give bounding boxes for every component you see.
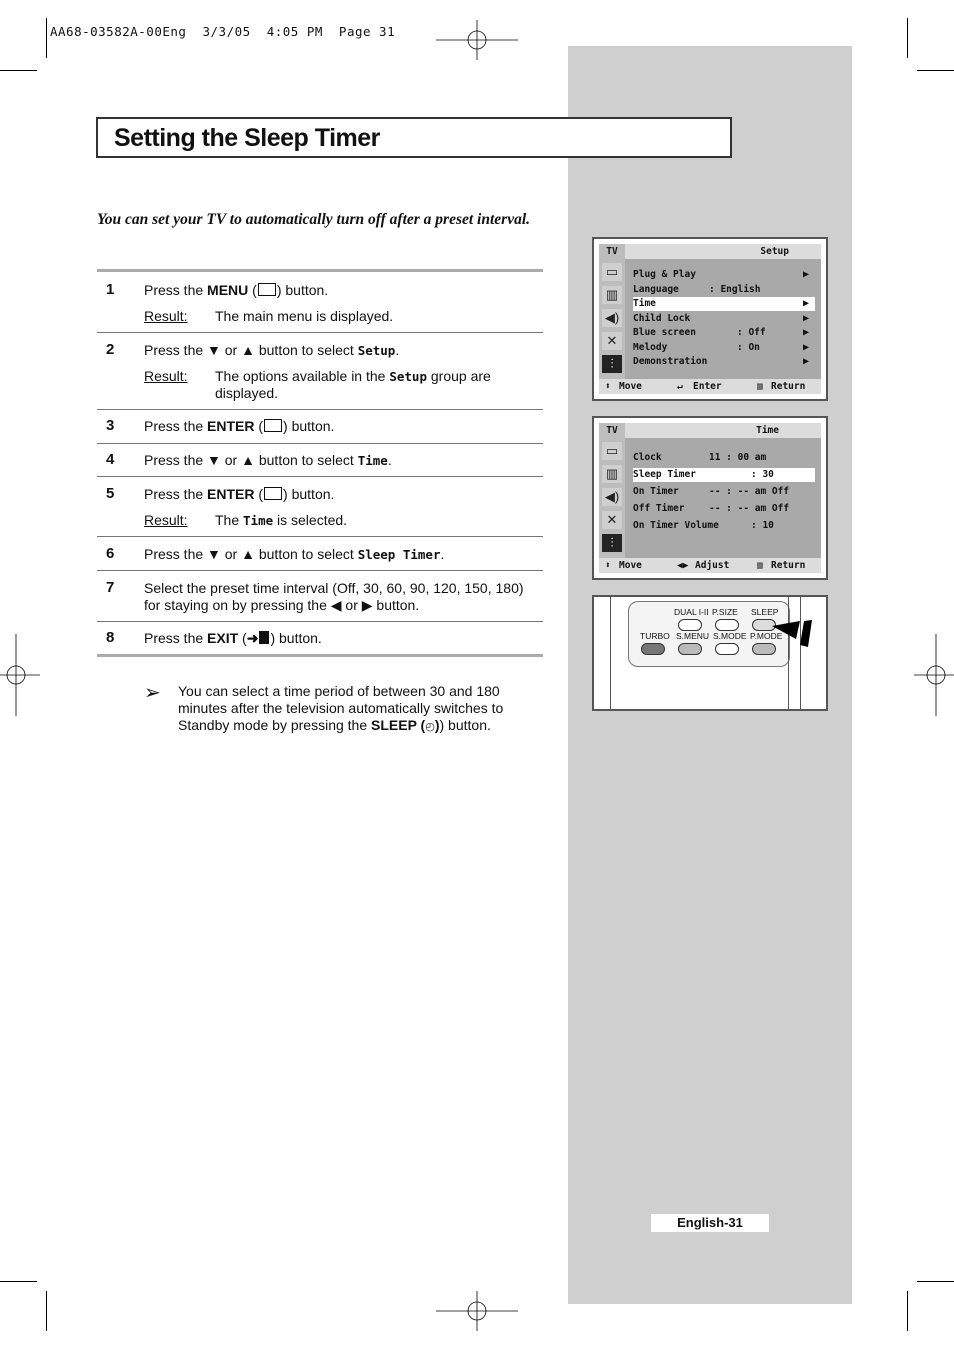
note-text: You can select a time period of between 30 and 180 minutes after the television automatically switches to Standby mode by pressing the SLEEP (◴)) button. [178, 683, 504, 733]
move-icon: ⬍ [605, 381, 611, 392]
result-text: The main menu is displayed. [215, 308, 394, 324]
enter-icon: ↵ [677, 381, 683, 392]
result-label: Result: [144, 512, 188, 528]
step-number: 5 [106, 485, 115, 502]
table-divider [97, 332, 543, 333]
menu-icon [258, 283, 276, 296]
sleep-icon: ◴ [425, 721, 435, 733]
remote-label: P.MODE [750, 631, 783, 641]
remote-label: DUAL I-II [674, 607, 709, 617]
title-box [96, 117, 732, 158]
print-header: AA68-03582A-00Eng 3/3/05 4:05 PM Page 31 [50, 24, 396, 39]
step-number: 7 [106, 579, 115, 596]
step-text: Press the ▼ or ▲ button to select Time. [144, 452, 392, 468]
exit-icon [259, 631, 269, 644]
crop-mark [917, 70, 954, 71]
result-text: The Time is selected. [215, 512, 348, 528]
crop-mark [907, 18, 908, 58]
dual-button [678, 619, 702, 631]
osd-item-demonstration: Demonstration ▶ [633, 356, 809, 367]
crop-mark [907, 1291, 908, 1331]
crop-mark [46, 18, 47, 58]
osd-item-time: Time ▶ [633, 297, 815, 311]
remote-label: S.MENU [676, 631, 710, 641]
smode-button [715, 643, 739, 655]
table-divider [97, 570, 543, 571]
step-number: 6 [106, 545, 115, 562]
osd-titlebar [599, 423, 821, 438]
remote-label: P.SIZE [712, 607, 738, 617]
psize-button [715, 619, 739, 631]
registration-mark [436, 1291, 518, 1331]
crop-mark [0, 1281, 37, 1282]
osd-item-on-timer-volume: On Timer Volume : 10 [633, 520, 774, 531]
crop-mark [917, 1281, 954, 1282]
sound-icon: ◀) [602, 309, 622, 327]
step-number: 4 [106, 451, 115, 468]
table-divider [97, 476, 543, 477]
remote-edge [610, 597, 611, 709]
osd-setup-screen [592, 237, 828, 401]
registration-mark [914, 634, 954, 716]
menu-icon: ▥ [757, 381, 763, 392]
osd-item-plug-play: Plug & Play ▶ [633, 269, 809, 280]
result-label: Result: [144, 368, 188, 384]
step-text: Press the ▼ or ▲ button to select Setup. [144, 342, 400, 358]
crop-mark [0, 70, 37, 71]
table-rule-bottom [97, 654, 543, 657]
smenu-button [678, 643, 702, 655]
osd-item-melody: Melody : On ▶ [633, 342, 809, 353]
intro-text: You can set your TV to automatically turn off after a preset interval. [97, 211, 531, 228]
table-divider [97, 409, 543, 410]
table-divider [97, 621, 543, 622]
osd-time-screen [592, 416, 828, 580]
step-number: 3 [106, 417, 115, 434]
registration-mark [436, 20, 518, 60]
osd-item-language: Language : English [633, 284, 761, 295]
page-number: English-31 [651, 1214, 769, 1232]
picture-icon: ▥ [602, 286, 622, 304]
remote-label: TURBO [640, 631, 670, 641]
setup-icon: ⫶ [602, 534, 622, 552]
channel-icon: ✕ [602, 511, 622, 529]
enter-icon [264, 487, 282, 500]
move-icon: ⬍ [605, 560, 611, 571]
osd-item-off-timer: Off Timer -- : -- am Off [633, 503, 790, 514]
picture-icon: ▥ [602, 465, 622, 483]
step-text: Press the ENTER ( ) button. [144, 418, 335, 434]
remote-illustration [592, 595, 828, 711]
result-label: Result: [144, 308, 188, 324]
osd-footer: ⬍ Move ↵ Enter ▥ Return [599, 379, 821, 394]
osd-tv-label: TV [599, 244, 625, 259]
osd-item-child-lock: Child Lock ▶ [633, 313, 809, 324]
table-divider [97, 536, 543, 537]
osd-titlebar [599, 244, 821, 259]
osd-icon-column [599, 438, 625, 558]
osd-title: Time [756, 425, 779, 436]
table-rule-top [97, 269, 543, 272]
remote-edge [800, 597, 801, 709]
remote-edge [788, 597, 789, 709]
remote-label: S.MODE [713, 631, 747, 641]
step-number: 2 [106, 341, 115, 358]
table-divider [97, 443, 543, 444]
turbo-button [641, 643, 665, 655]
step-text: Press the MENU ( ) button. [144, 282, 329, 298]
osd-footer: ⬍ Move ◀▶ Adjust ▥ Return [599, 558, 821, 573]
step-text: Press the ▼ or ▲ button to select Sleep Timer. [144, 546, 445, 562]
step-number: 8 [106, 629, 115, 646]
result-text: The options available in the Setup group are displayed. [215, 368, 491, 401]
channel-icon: ✕ [602, 332, 622, 350]
osd-icon-column [599, 259, 625, 379]
menu-icon: ▥ [757, 560, 763, 571]
osd-tv-label: TV [599, 423, 625, 438]
remote-label: SLEEP [751, 607, 779, 617]
step-text: Press the EXIT (➜ ) button. [144, 630, 322, 646]
note-arrow-icon: ➢ [144, 682, 161, 704]
osd-item-blue-screen: Blue screen : Off ▶ [633, 327, 809, 338]
osd-item-clock: Clock 11 : 00 am [633, 452, 767, 463]
setup-icon: ⫶ [602, 355, 622, 373]
osd-item-sleep-timer: Sleep Timer : 30 [633, 468, 815, 482]
step-text: Press the ENTER ( ) button. [144, 486, 335, 502]
enter-icon [264, 419, 282, 432]
pointer-arrow-icon [770, 617, 818, 651]
osd-item-on-timer: On Timer -- : -- am Off [633, 486, 790, 497]
step-number: 1 [106, 281, 115, 298]
step-text: Select the preset time interval (Off, 30, 60, 90, 120, 150, 180) for staying on by pressing the ◀ or ▶ button. [144, 580, 524, 613]
crop-mark [46, 1291, 47, 1331]
registration-mark [0, 634, 40, 716]
page-title: Setting the Sleep Timer [114, 124, 380, 152]
sound-icon: ◀) [602, 488, 622, 506]
input-icon: ▭ [602, 442, 622, 460]
adjust-icon: ◀▶ [677, 560, 689, 571]
osd-title: Setup [760, 246, 789, 257]
input-icon: ▭ [602, 263, 622, 281]
